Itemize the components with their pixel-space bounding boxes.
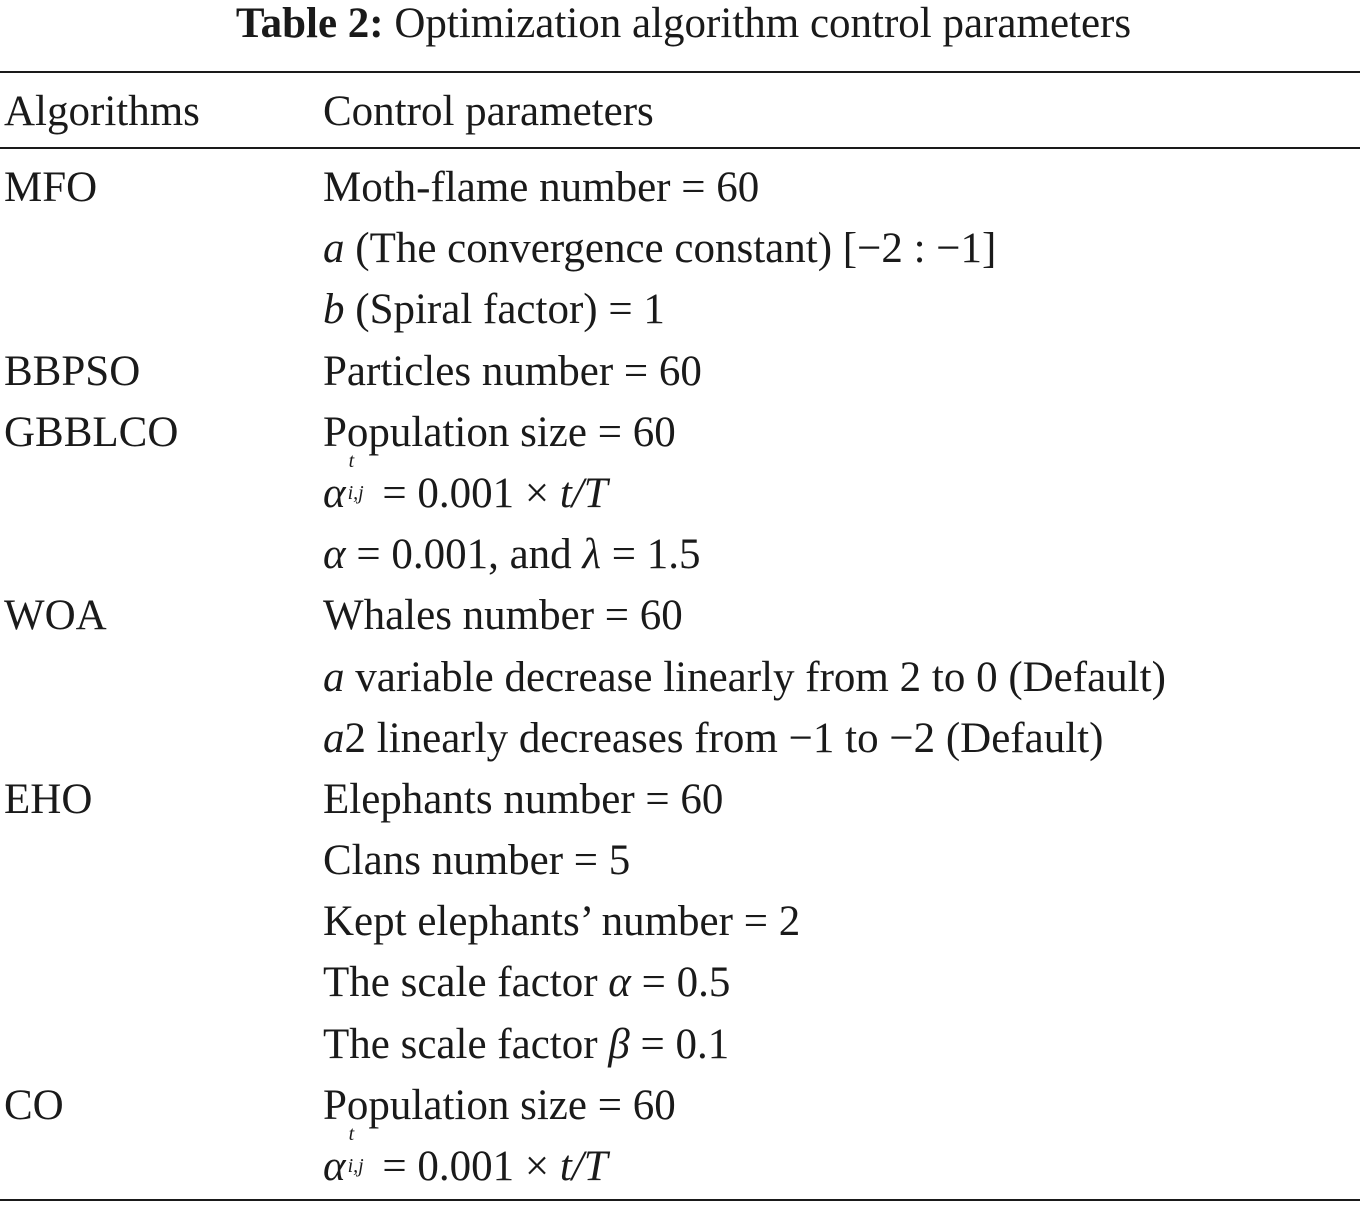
var-alpha: α [608, 959, 631, 1007]
superscript-t: t [348, 449, 355, 472]
param-alpha-formula [323, 1123, 608, 1196]
algorithm-name: CO [4, 1081, 64, 1129]
table-body [0, 159, 1360, 1195]
algorithm-name: EHO [4, 775, 93, 823]
var-t-over-T: t/T [559, 1143, 608, 1190]
param-moth-flame-number: Moth-flame number = 60 [323, 164, 760, 211]
table-row-woa [0, 587, 1360, 771]
top-rule [0, 71, 1360, 73]
param-text: (The convergence constant) [−2 : −1] [344, 225, 997, 273]
subscript-ij: i,j [347, 1155, 364, 1177]
param-population-size: Population size = 60 [323, 1081, 676, 1129]
caption-label: Table 2: [235, 0, 384, 47]
param-text: = 0.001 × [371, 469, 560, 517]
var-a: a [323, 225, 345, 273]
param-text: 2 linearly decreases from −1 to −2 (Default) [344, 714, 1104, 762]
param-population-size: Population size = 60 [323, 408, 676, 456]
table-row-eho [0, 771, 1360, 1077]
param-text: (Spiral factor) = 1 [344, 286, 665, 334]
algorithm-name: MFO [4, 164, 98, 211]
param-scale-factor-beta [323, 1016, 729, 1074]
var-beta: β [608, 1020, 630, 1068]
param-particles-number: Particles number = 60 [323, 347, 702, 395]
param-text: The scale factor [323, 1020, 609, 1068]
param-a-variable [323, 649, 1166, 707]
param-text: = 0.1 [629, 1020, 730, 1068]
param-scale-factor-alpha [323, 954, 730, 1012]
var-b: b [323, 286, 345, 334]
param-convergence-constant [323, 220, 996, 278]
param-text: = 0.001, and [345, 531, 583, 579]
param-a2-variable [323, 710, 1103, 768]
caption-text: Optimization algorithm control parameters [394, 0, 1132, 47]
table-row-mfo [0, 159, 1360, 343]
var-a: a [323, 653, 345, 701]
table-row-co [0, 1077, 1360, 1199]
var-alpha: α [323, 531, 346, 579]
param-text: The scale factor [323, 959, 609, 1007]
param-text: = 1.5 [601, 531, 701, 579]
algorithm-name: GBBLCO [4, 408, 179, 456]
var-alpha: α [323, 469, 346, 517]
param-text: = 0.5 [630, 959, 731, 1007]
param-whales-number: Whales number = 60 [323, 592, 683, 640]
var-alpha: α [323, 1143, 346, 1190]
param-kept-elephants-number: Kept elephants’ number = 2 [323, 898, 801, 946]
algorithm-name: WOA [4, 592, 107, 640]
var-lambda: λ [582, 531, 602, 579]
var-t-over-T: t/T [559, 469, 608, 517]
table-row-bbpso [0, 343, 1360, 404]
subscript-ij: i,j [347, 481, 364, 504]
header-control-parameters: Control parameters [323, 88, 654, 135]
param-alpha-formula [323, 449, 608, 523]
param-clans-number: Clans number = 5 [323, 837, 631, 885]
var-a: a [323, 714, 345, 762]
param-elephants-number: Elephants number = 60 [323, 775, 724, 823]
header-algorithms: Algorithms [4, 88, 200, 135]
superscript-t: t [348, 1123, 355, 1145]
algorithm-name: BBPSO [4, 347, 141, 395]
bottom-rule [0, 1199, 1360, 1201]
param-text: = 0.001 × [371, 1143, 560, 1190]
table-caption [0, 0, 1367, 50]
param-alpha-lambda [323, 526, 701, 584]
table-row-gbblco [0, 404, 1360, 588]
header-rule [0, 147, 1360, 149]
param-text: variable decrease linearly from 2 to 0 (Default) [344, 653, 1166, 701]
param-spiral-factor [323, 281, 665, 339]
